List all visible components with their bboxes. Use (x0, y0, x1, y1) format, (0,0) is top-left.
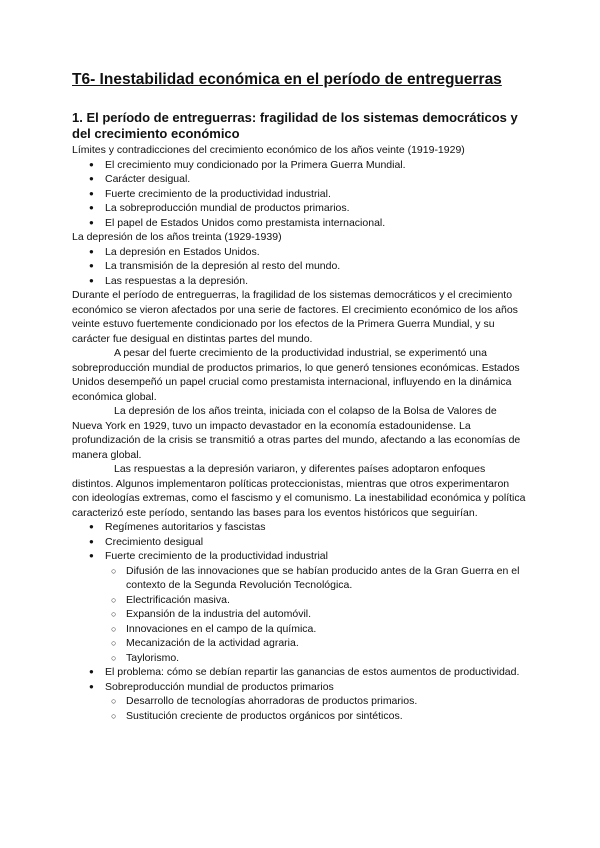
document-title: T6- Inestabilidad económica en el período de entreguerras (72, 71, 502, 88)
sublist-item: ○ Expansión de la industria del automóvil. (72, 607, 528, 622)
sublist-item: ○ Taylorismo. (72, 651, 528, 666)
list-item-text: Sobreproducción mundial de productos primarios (105, 680, 334, 693)
sublist-item: ○ Mecanización de la actividad agraria. (72, 636, 528, 651)
subheading-twenties: Límites y contradicciones del crecimiento económico de los años veinte (1919-1929) (72, 144, 465, 156)
sublist-item: ○ Difusión de las innovaciones que se habían producido antes de la Gran Guerra en el contexto de la Segunda Revolución Tecnológica. (72, 564, 528, 593)
sublist-item: ○ Innovaciones en el campo de la química. (72, 622, 528, 637)
sublist-item: ○ Electrificación masiva. (72, 593, 528, 608)
paragraph: Durante el período de entreguerras, la fragilidad de los sistemas democráticos y el crecimiento económico se vieron afectados por una serie de factores. El crecimiento económico de los años veinte estuvo fuertemente condicionado por los efectos de la Primera Guerra Mundial, y su carácter fue desigual en distintas partes del mundo. (72, 289, 518, 345)
list-twenties (72, 158, 528, 231)
sublist-item: ○ Sustitución creciente de productos orgánicos por sintéticos. (72, 709, 528, 724)
list-item: ● Las respuestas a la depresión. (72, 274, 528, 289)
list-item-text: Fuerte crecimiento de la productividad industrial (105, 550, 328, 562)
list-item: ● Regímenes autoritarios y fascistas (72, 520, 528, 535)
list-item: ● La transmisión de la depresión al resto del mundo. (72, 259, 528, 274)
list-item: ● Fuerte crecimiento de la productividad industrial. (72, 187, 528, 202)
list-item: ● La sobreproducción mundial de productos primarios. (72, 201, 528, 216)
list-item: ● Crecimiento desigual (72, 535, 528, 550)
subheading-thirties: La depresión de los años treinta (1929-1939) (72, 231, 282, 243)
paragraph: Las respuestas a la depresión variaron, y diferentes países adoptaron enfoques distintos. Algunos implementaron políticas proteccionistas, mientras que otros experimentaron con ideologías extremas, como el fascismo y el comunismo. La inestabilidad económica y política caracterizó este período, sentando las bases para los eventos históricos que seguirían. (72, 463, 526, 519)
list-summary (72, 520, 528, 723)
paragraph: La depresión de los años treinta, iniciada con el colapso de la Bolsa de Valores de Nueva York en 1929, tuvo un impacto devastador en la economía estadounidense. La profundización de la crisis se transmitió a otras partes del mundo, afectando a las economías de manera global. (72, 405, 521, 461)
paragraph: A pesar del fuerte crecimiento de la productividad industrial, se experimentó una sobreproducción mundial de productos primarios, lo que generó tensiones económicas. Estados Unidos desempeñó un papel crucial como prestamista internacional, influyendo en la dinámica económica global. (72, 347, 520, 403)
list-item: ● El papel de Estados Unidos como prestamista internacional. (72, 216, 528, 231)
list-item: ● El problema: cómo se debían repartir las ganancias de estos aumentos de productividad. (72, 665, 528, 680)
list-thirties (72, 245, 528, 289)
sublist-productivity (105, 564, 528, 666)
sublist-overproduction (105, 694, 528, 723)
section-heading: 1. El período de entreguerras: fragilidad de los sistemas democráticos y del crecimiento económico (72, 110, 518, 141)
list-item: ● Carácter desigual. (72, 172, 528, 187)
list-item (72, 680, 528, 724)
list-item: ● La depresión en Estados Unidos. (72, 245, 528, 260)
list-item (72, 549, 528, 665)
list-item: ● El crecimiento muy condicionado por la Primera Guerra Mundial. (72, 158, 528, 173)
sublist-item: ○ Desarrollo de tecnologías ahorradoras de productos primarios. (72, 694, 528, 709)
